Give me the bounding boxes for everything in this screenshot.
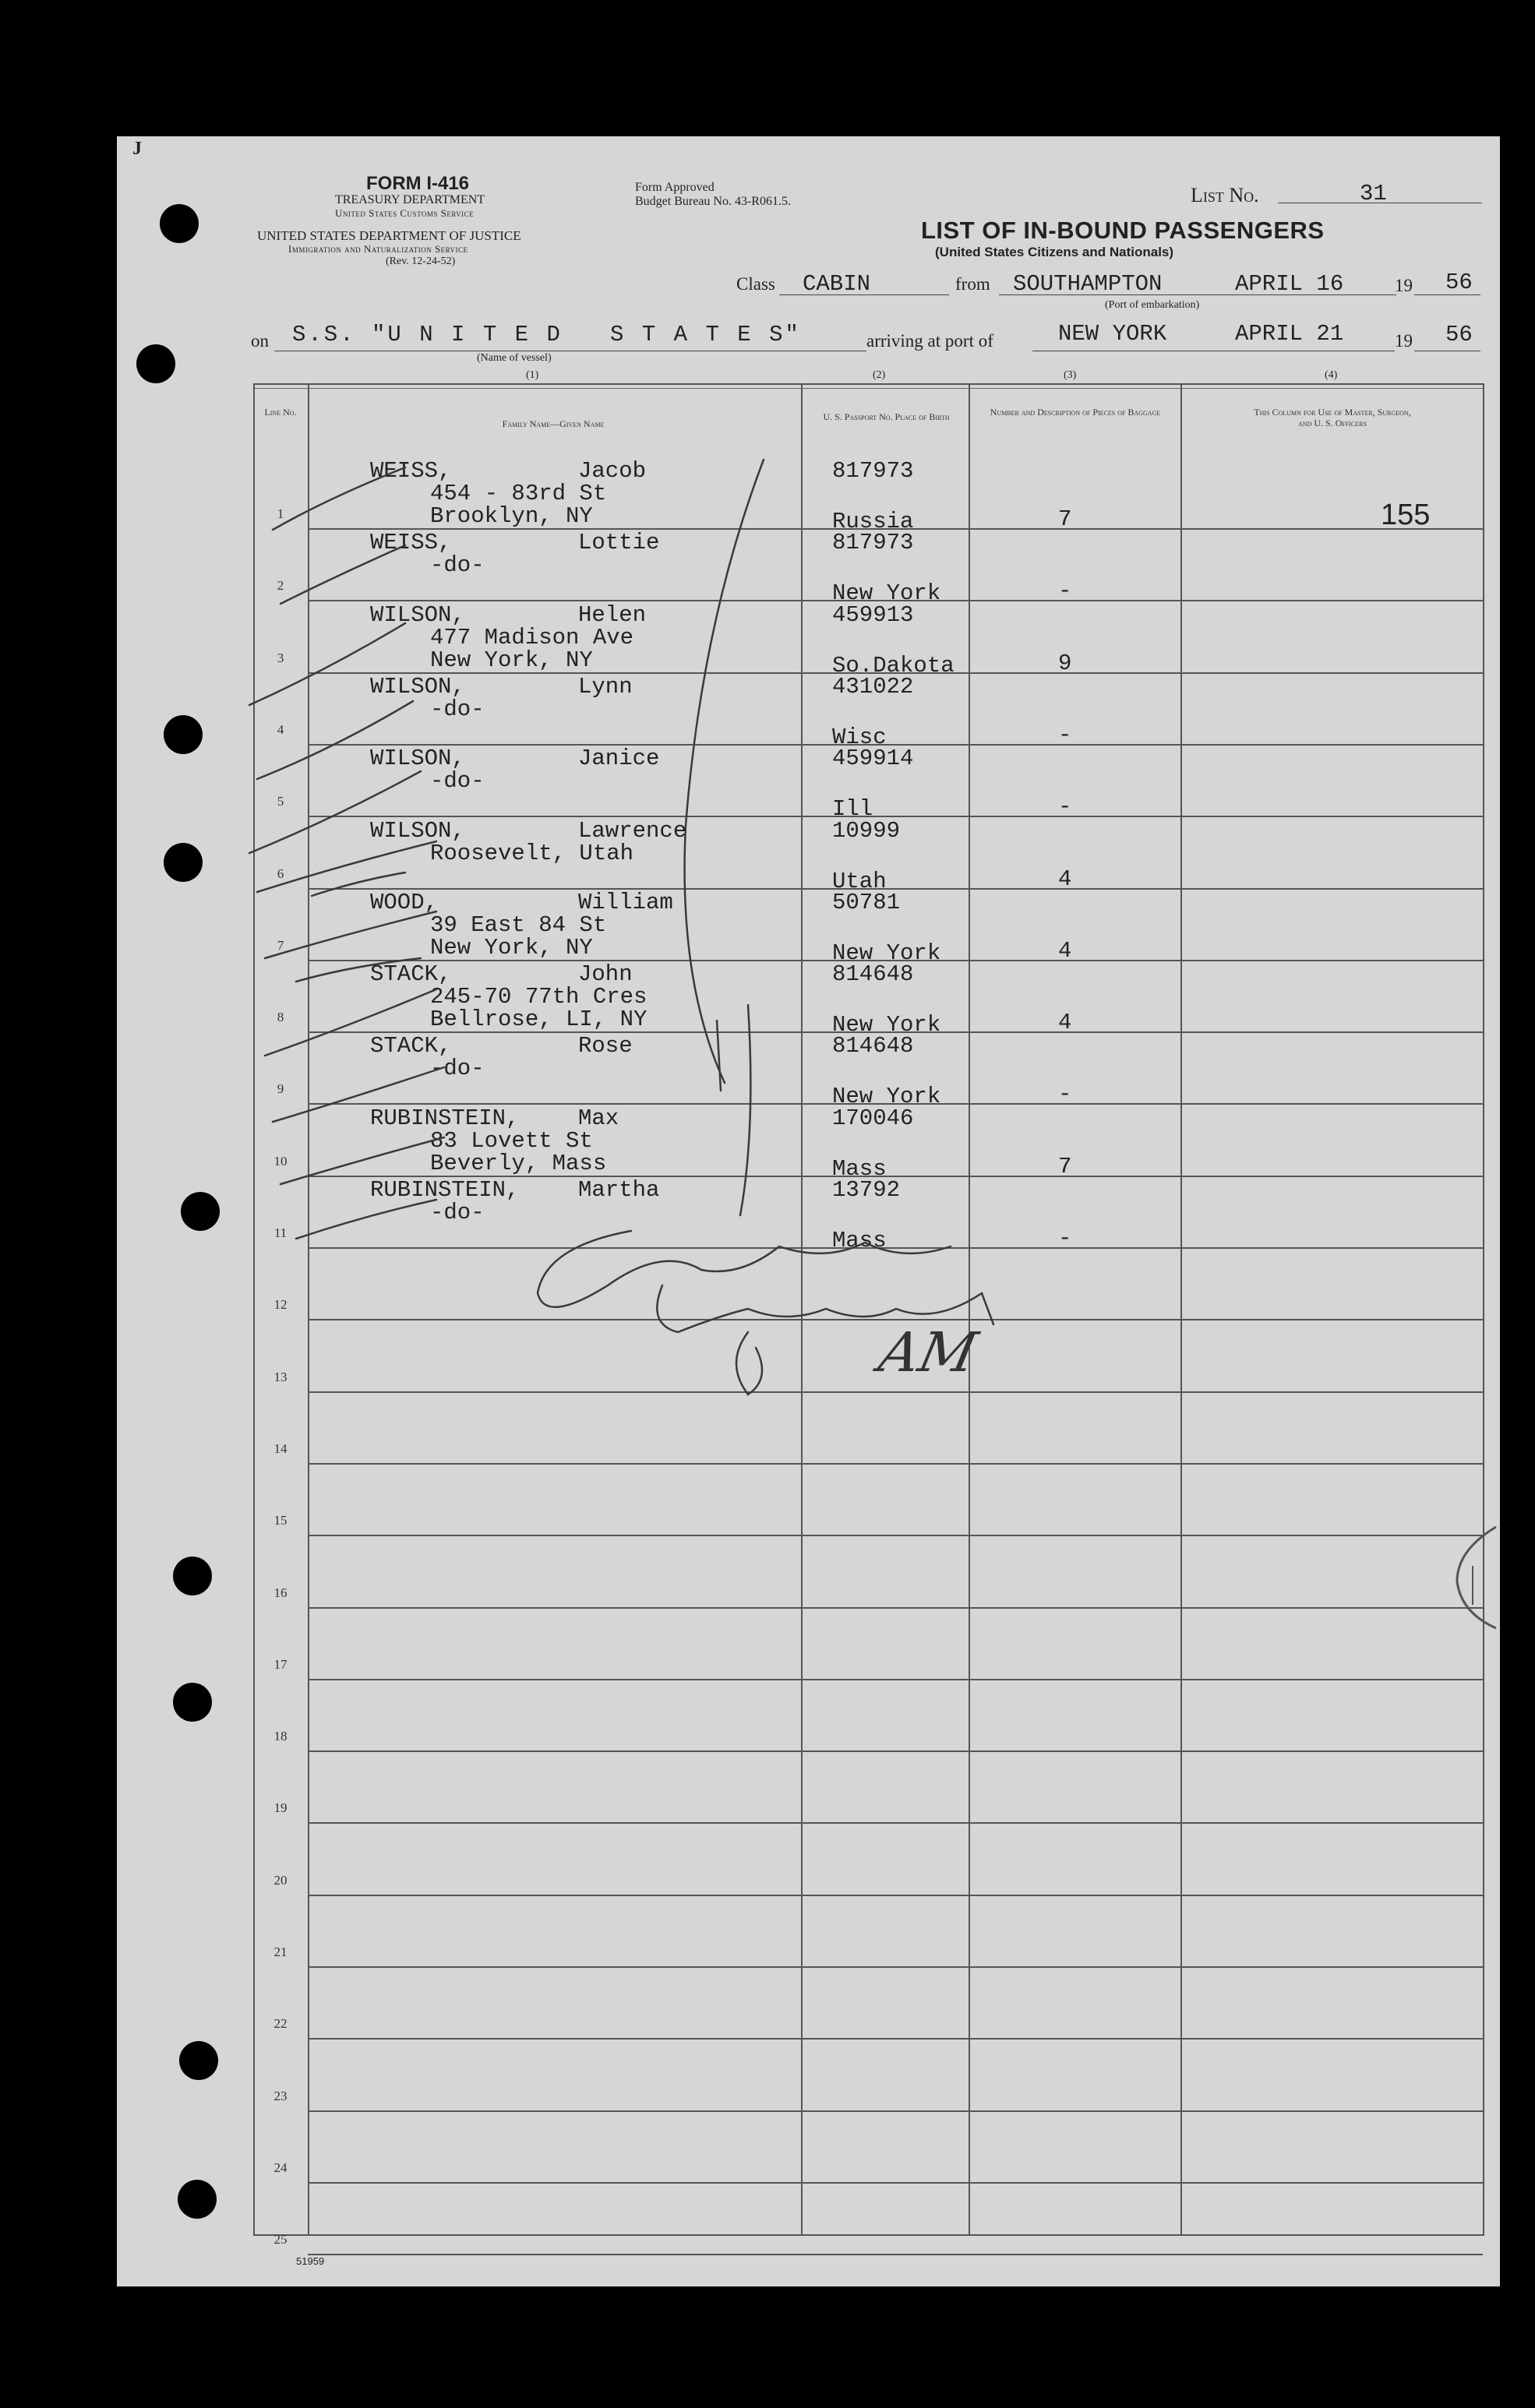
baggage-count: 7 xyxy=(1058,506,1072,532)
passport-number: 817973 xyxy=(832,530,914,555)
list-title: LIST OF IN-BOUND PASSENGERS xyxy=(921,217,1325,244)
address-line-2: New York, NY xyxy=(430,935,593,961)
check-slash xyxy=(249,623,405,705)
family-name: WILSON, xyxy=(370,746,465,771)
given-name: John xyxy=(578,961,633,987)
passport-number: 814648 xyxy=(832,1033,914,1059)
place-of-birth: Ill xyxy=(832,796,873,822)
line-number: 21 xyxy=(273,1944,288,1959)
line-number: 24 xyxy=(273,2160,288,2175)
line-number: 22 xyxy=(273,2016,288,2031)
ins-heading: Immigration and Naturalization Service xyxy=(288,243,468,255)
line-number: 9 xyxy=(277,1081,284,1096)
handwritten-am: AM xyxy=(873,1320,983,1384)
form-number: FORM I-416 xyxy=(366,173,470,194)
bracket-mark xyxy=(717,1021,721,1091)
bracket-mark xyxy=(685,460,764,1083)
family-name: STACK, xyxy=(370,961,452,987)
passport-number: 814648 xyxy=(832,961,914,987)
passport-number: 817973 xyxy=(832,458,914,484)
passport-number: 50781 xyxy=(832,890,901,915)
address-line-1: -do- xyxy=(430,1056,485,1081)
signature xyxy=(538,1231,951,1307)
check-slash xyxy=(273,1067,444,1122)
line-number: 18 xyxy=(273,1729,288,1743)
line-number: 6 xyxy=(277,866,284,881)
place-of-birth: New York xyxy=(832,940,941,966)
family-name: RUBINSTEIN, xyxy=(370,1177,520,1203)
col-header-official: This Column for Use of Master, Surgeon, and U. S. Officers xyxy=(1254,407,1411,428)
signature xyxy=(736,1332,762,1394)
arrival-date: APRIL 21 xyxy=(1235,321,1344,347)
family-name: WEISS, xyxy=(370,458,452,484)
address-line-1: 245-70 77th Cres xyxy=(430,984,648,1010)
passport-number: 431022 xyxy=(832,674,914,700)
passport-number: 459913 xyxy=(832,602,914,628)
line-number: 10 xyxy=(273,1154,288,1169)
place-of-birth: Mass xyxy=(832,1156,887,1182)
footer-code: 51959 xyxy=(296,2255,325,2267)
place-of-birth: So.Dakota xyxy=(832,653,955,679)
place-of-birth: Mass xyxy=(832,1228,887,1253)
baggage-count: 7 xyxy=(1058,1154,1072,1179)
line-number: 12 xyxy=(273,1297,288,1312)
line-number: 16 xyxy=(273,1585,288,1600)
baggage-count: - xyxy=(1058,722,1072,748)
arrival-year-prefix: 19 xyxy=(1395,331,1413,351)
given-name: Janice xyxy=(578,746,660,771)
line-number: 19 xyxy=(273,1800,288,1815)
passport-number: 459914 xyxy=(832,746,914,771)
family-name: STACK, xyxy=(370,1033,452,1059)
official-note: 155 xyxy=(1381,499,1431,531)
col-header-line-no: Line No. xyxy=(264,407,297,418)
arrival-port: NEW YORK xyxy=(1058,321,1167,347)
check-slash xyxy=(257,701,413,779)
given-name: Jacob xyxy=(578,458,647,484)
line-number: 17 xyxy=(273,1657,288,1672)
address-line-1: 39 East 84 St xyxy=(430,912,607,938)
place-of-birth: New York xyxy=(832,1084,941,1109)
given-name: Lawrence xyxy=(578,818,687,844)
address-line-1: Roosevelt, Utah xyxy=(430,841,634,866)
baggage-count: - xyxy=(1058,578,1072,604)
address-line-1: -do- xyxy=(430,696,485,722)
baggage-count: 4 xyxy=(1058,866,1072,892)
treasury-dept: TREASURY DEPARTMENT xyxy=(335,193,485,206)
line-number: 23 xyxy=(273,2089,288,2103)
address-line-1: -do- xyxy=(430,552,485,578)
line-number: 13 xyxy=(273,1370,288,1384)
arriving-label: arriving at port of xyxy=(866,331,993,351)
line-number: 1 xyxy=(277,506,284,521)
year-prefix: 19 xyxy=(1395,276,1413,295)
col-header-name: Family Name—Given Name xyxy=(502,418,605,429)
family-name: WILSON, xyxy=(370,602,465,628)
corner-mark: J xyxy=(132,139,142,159)
line-number: 20 xyxy=(273,1873,288,1888)
budget-bureau: Budget Bureau No. 43-R061.5. xyxy=(635,195,791,208)
given-name: Max xyxy=(578,1105,619,1131)
baggage-count: 9 xyxy=(1058,650,1072,676)
from-label: from xyxy=(955,274,990,294)
family-name: WOOD, xyxy=(370,890,439,915)
form-approved: Form Approved xyxy=(635,181,715,194)
place-of-birth: Russia xyxy=(832,509,914,534)
check-slash xyxy=(249,771,421,853)
stamp-fragment xyxy=(1441,1519,1504,1636)
port-embark-caption: (Port of embarkation) xyxy=(1105,299,1200,311)
address-line-2: New York, NY xyxy=(430,647,593,673)
address-line-1: -do- xyxy=(430,1200,485,1225)
line-number: 4 xyxy=(277,722,284,737)
baggage-count: - xyxy=(1058,794,1072,820)
family-name: RUBINSTEIN, xyxy=(370,1105,520,1131)
col-header-passport: U. S. Passport No. Place of Birth xyxy=(823,411,950,422)
arrival-year: 56 xyxy=(1445,322,1473,347)
bracket-mark xyxy=(740,1005,750,1215)
doj-heading: UNITED STATES DEPARTMENT OF JUSTICE xyxy=(257,228,521,243)
line-number: 11 xyxy=(273,1225,288,1240)
line-number: 7 xyxy=(277,938,284,953)
family-name: WILSON, xyxy=(370,674,465,700)
passport-number: 170046 xyxy=(832,1105,914,1131)
baggage-count: - xyxy=(1058,1225,1072,1251)
address-line-2: Brooklyn, NY xyxy=(430,503,593,529)
customs-service: United States Customs Service xyxy=(335,207,475,219)
port-embarkation: SOUTHAMPTON xyxy=(1013,271,1163,297)
place-of-birth: Wisc xyxy=(832,725,887,750)
place-of-birth: Utah xyxy=(832,869,887,894)
class-label: Class xyxy=(736,274,775,294)
vessel-name: S.S. "U N I T E D S T A T E S" xyxy=(292,322,801,347)
line-number: 14 xyxy=(273,1441,288,1456)
address-line-1: -do- xyxy=(430,768,485,794)
line-number: 8 xyxy=(277,1010,284,1024)
list-no-label: List No. xyxy=(1191,184,1259,206)
list-subtitle: (United States Citizens and Nationals) xyxy=(935,245,1174,259)
check-slash xyxy=(312,873,405,896)
given-name: Martha xyxy=(578,1177,660,1203)
baggage-count: 4 xyxy=(1058,938,1072,964)
address-line-1: 83 Lovett St xyxy=(430,1128,593,1154)
check-slash xyxy=(296,958,421,982)
check-slash xyxy=(265,989,436,1056)
embark-date: APRIL 16 xyxy=(1235,271,1344,297)
line-number: 25 xyxy=(273,2232,288,2247)
col-header-baggage: Number and Description of Pieces of Baggage xyxy=(990,407,1161,418)
address-line-2: Beverly, Mass xyxy=(430,1151,607,1176)
given-name: Helen xyxy=(578,602,647,628)
col-num-2: (2) xyxy=(873,369,886,381)
line-number: 2 xyxy=(277,578,284,593)
place-of-birth: New York xyxy=(832,1012,941,1038)
line-number: 15 xyxy=(273,1513,288,1528)
given-name: William xyxy=(578,890,673,915)
check-slash xyxy=(281,1137,444,1184)
passport-number: 10999 xyxy=(832,818,901,844)
line-number: 5 xyxy=(277,794,284,809)
family-name: WILSON, xyxy=(370,818,465,844)
col-num-1: (1) xyxy=(526,369,539,381)
list-no-value: 31 xyxy=(1360,181,1387,206)
address-line-1: 454 - 83rd St xyxy=(430,481,607,506)
given-name: Lynn xyxy=(578,674,633,700)
check-slash xyxy=(273,467,405,530)
col-num-3: (3) xyxy=(1064,369,1077,381)
revision: (Rev. 12-24-52) xyxy=(386,256,456,267)
col-num-4: (4) xyxy=(1325,369,1338,381)
baggage-count: - xyxy=(1058,1081,1072,1107)
family-name: WEISS, xyxy=(370,530,452,555)
line-number: 3 xyxy=(277,650,284,665)
check-slash xyxy=(281,545,405,604)
check-slash xyxy=(296,1200,436,1239)
baggage-count: 4 xyxy=(1058,1010,1072,1035)
embark-year: 56 xyxy=(1445,270,1473,295)
given-name: Lottie xyxy=(578,530,660,555)
on-label: on xyxy=(251,331,269,351)
check-slash xyxy=(265,911,436,958)
given-name: Rose xyxy=(578,1033,633,1059)
passport-number: 13792 xyxy=(832,1177,901,1203)
vessel-caption: (Name of vessel) xyxy=(477,352,552,364)
class-value: CABIN xyxy=(803,271,871,297)
place-of-birth: New York xyxy=(832,580,941,606)
address-line-2: Bellrose, LI, NY xyxy=(430,1007,648,1032)
address-line-1: 477 Madison Ave xyxy=(430,625,634,650)
